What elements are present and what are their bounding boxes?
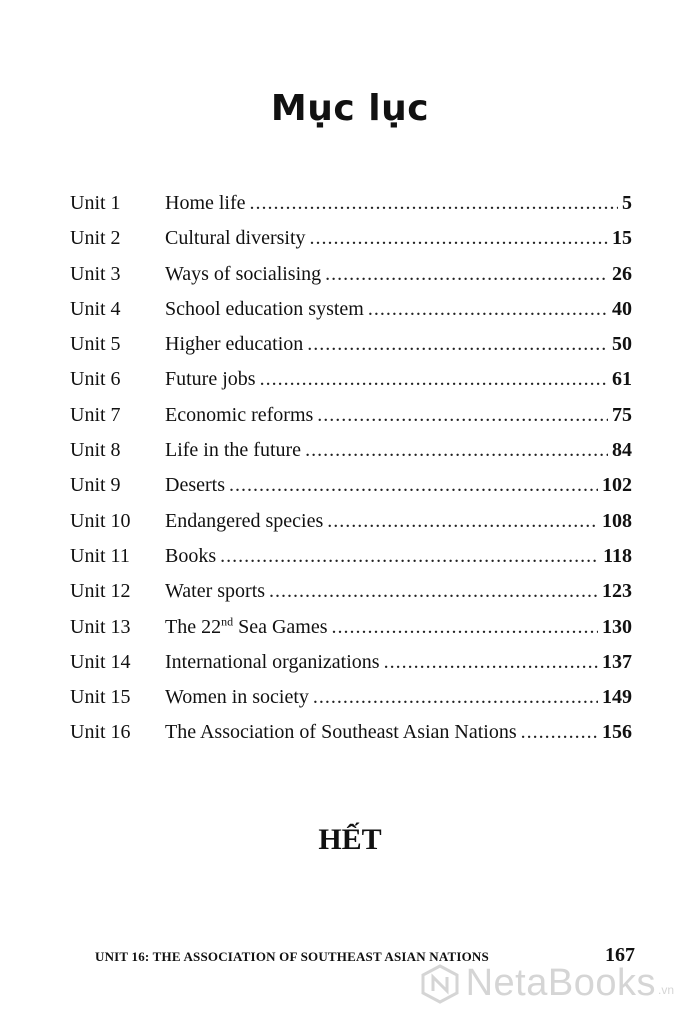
- toc-unit-label: Unit 8: [70, 439, 121, 462]
- toc-topic: [165, 298, 364, 321]
- toc-row: [70, 686, 632, 721]
- toc-unit-label: Unit 2: [70, 227, 121, 250]
- end-mark: HẾT: [318, 823, 382, 856]
- toc-topic: [165, 545, 216, 568]
- toc-page-number: 108: [602, 509, 632, 532]
- toc-row: [70, 298, 632, 333]
- toc-row: [70, 613, 632, 651]
- toc-dot-leader: [325, 263, 608, 286]
- toc-row: [70, 263, 632, 298]
- toc-unit-label: Unit 11: [70, 544, 130, 567]
- toc-page-number: 50: [612, 333, 632, 356]
- toc-row: [70, 510, 632, 545]
- toc-page-number: 118: [603, 544, 632, 567]
- toc-topic-text: Economic reforms: [165, 403, 314, 426]
- toc-page-number: 61: [612, 368, 632, 391]
- toc-page-number: 75: [612, 403, 632, 426]
- toc-dot-leader: [384, 651, 598, 674]
- toc-topic: [165, 474, 225, 497]
- toc-page-number: 156: [602, 721, 632, 744]
- toc-unit-label: Unit 3: [70, 262, 121, 285]
- toc-unit-label: Unit 9: [70, 474, 121, 497]
- toc-dot-leader: [229, 474, 598, 497]
- toc-topic: [165, 263, 321, 286]
- toc-topic: [165, 192, 246, 215]
- table-of-contents: [70, 192, 632, 757]
- toc-page-number: 40: [612, 297, 632, 320]
- toc-dot-leader: [332, 616, 598, 639]
- toc-dot-leader: [327, 510, 598, 533]
- toc-dot-leader: [521, 721, 598, 744]
- page-number: 167: [605, 944, 635, 966]
- toc-page-number: 5: [622, 192, 632, 214]
- toc-row: [70, 404, 632, 439]
- toc-topic: [165, 580, 265, 603]
- toc-page-number: 15: [612, 227, 632, 250]
- toc-topic-text: Higher education: [165, 333, 304, 356]
- toc-topic-text: Future jobs: [165, 368, 256, 391]
- toc-unit-label: Unit 10: [70, 509, 131, 532]
- toc-unit-label: Unit 5: [70, 333, 121, 356]
- toc-dot-leader: [307, 333, 608, 356]
- toc-unit-label: Unit 1: [70, 192, 121, 214]
- toc-dot-leader: [269, 580, 598, 603]
- watermark: [420, 962, 674, 1005]
- toc-topic-text: Cultural diversity: [165, 227, 306, 250]
- toc-topic: [165, 404, 313, 427]
- toc-topic: [165, 227, 306, 250]
- toc-topic: [165, 613, 328, 639]
- toc-page-number: 84: [612, 439, 632, 462]
- toc-dot-leader: [310, 227, 608, 250]
- toc-dot-leader: [260, 368, 608, 391]
- toc-topic-text: Life in the future: [165, 439, 302, 462]
- toc-row: [70, 474, 632, 509]
- toc-topic-text: International organizations: [165, 650, 380, 673]
- toc-unit-label: Unit 4: [70, 297, 121, 320]
- toc-unit-label: Unit 15: [70, 686, 131, 709]
- toc-topic: [165, 333, 303, 356]
- toc-unit-label: Unit 16: [70, 721, 131, 744]
- running-head: UNIT 16: THE ASSOCIATION OF SOUTHEAST ASIAN NATIONS: [95, 949, 489, 964]
- toc-unit-label: Unit 14: [70, 650, 131, 673]
- toc-dot-leader: [313, 686, 598, 709]
- toc-topic-text: Home life: [165, 192, 246, 214]
- toc-dot-leader: [305, 439, 608, 462]
- toc-page-number: 102: [602, 474, 632, 497]
- page-title: Mục lục: [270, 88, 430, 129]
- toc-dot-leader: [368, 298, 608, 321]
- toc-row: [70, 580, 632, 615]
- toc-row: [70, 545, 632, 580]
- toc-topic-text: Water sports: [165, 580, 266, 603]
- toc-dot-leader: [317, 404, 608, 427]
- toc-topic: [165, 651, 380, 674]
- toc-page-number: 130: [602, 615, 632, 638]
- toc-page-number: 123: [602, 580, 632, 603]
- toc-topic-text: Women in society: [165, 686, 309, 709]
- toc-topic-text: School education system: [165, 297, 364, 320]
- toc-topic-superscript: nd: [221, 613, 234, 628]
- toc-page-number: 149: [602, 686, 632, 709]
- toc-topic: [165, 721, 517, 744]
- toc-topic-text: Books: [165, 544, 217, 567]
- toc-row: [70, 368, 632, 403]
- toc-row: [70, 651, 632, 686]
- toc-topic: [165, 439, 301, 462]
- watermark-suffix: .vn: [657, 983, 674, 997]
- toc-unit-label: Unit 6: [70, 368, 121, 391]
- toc-row: [70, 192, 632, 227]
- toc-topic-text: The 22: [165, 615, 222, 638]
- toc-row: [70, 227, 632, 262]
- toc-topic: [165, 510, 323, 533]
- toc-topic-text-rest: Sea Games: [233, 615, 328, 638]
- toc-topic-text: Deserts: [165, 474, 225, 497]
- toc-topic: [165, 368, 256, 391]
- toc-dot-leader: [250, 192, 618, 215]
- toc-topic: [165, 686, 309, 709]
- toc-row: [70, 439, 632, 474]
- toc-dot-leader: [220, 545, 599, 568]
- toc-row: [70, 721, 632, 756]
- toc-topic-text: Endangered species: [165, 509, 324, 532]
- watermark-text: NetaBooks: [465, 962, 656, 1004]
- toc-unit-label: Unit 13: [70, 615, 131, 638]
- toc-unit-label: Unit 7: [70, 403, 121, 426]
- toc-topic-text: Ways of socialising: [165, 262, 322, 285]
- toc-topic-text: The Association of Southeast Asian Nations: [165, 721, 517, 744]
- toc-row: [70, 333, 632, 368]
- toc-page-number: 137: [602, 650, 632, 673]
- toc-page-number: 26: [612, 262, 632, 285]
- netabooks-logo-icon: [420, 964, 460, 1004]
- toc-unit-label: Unit 12: [70, 580, 131, 603]
